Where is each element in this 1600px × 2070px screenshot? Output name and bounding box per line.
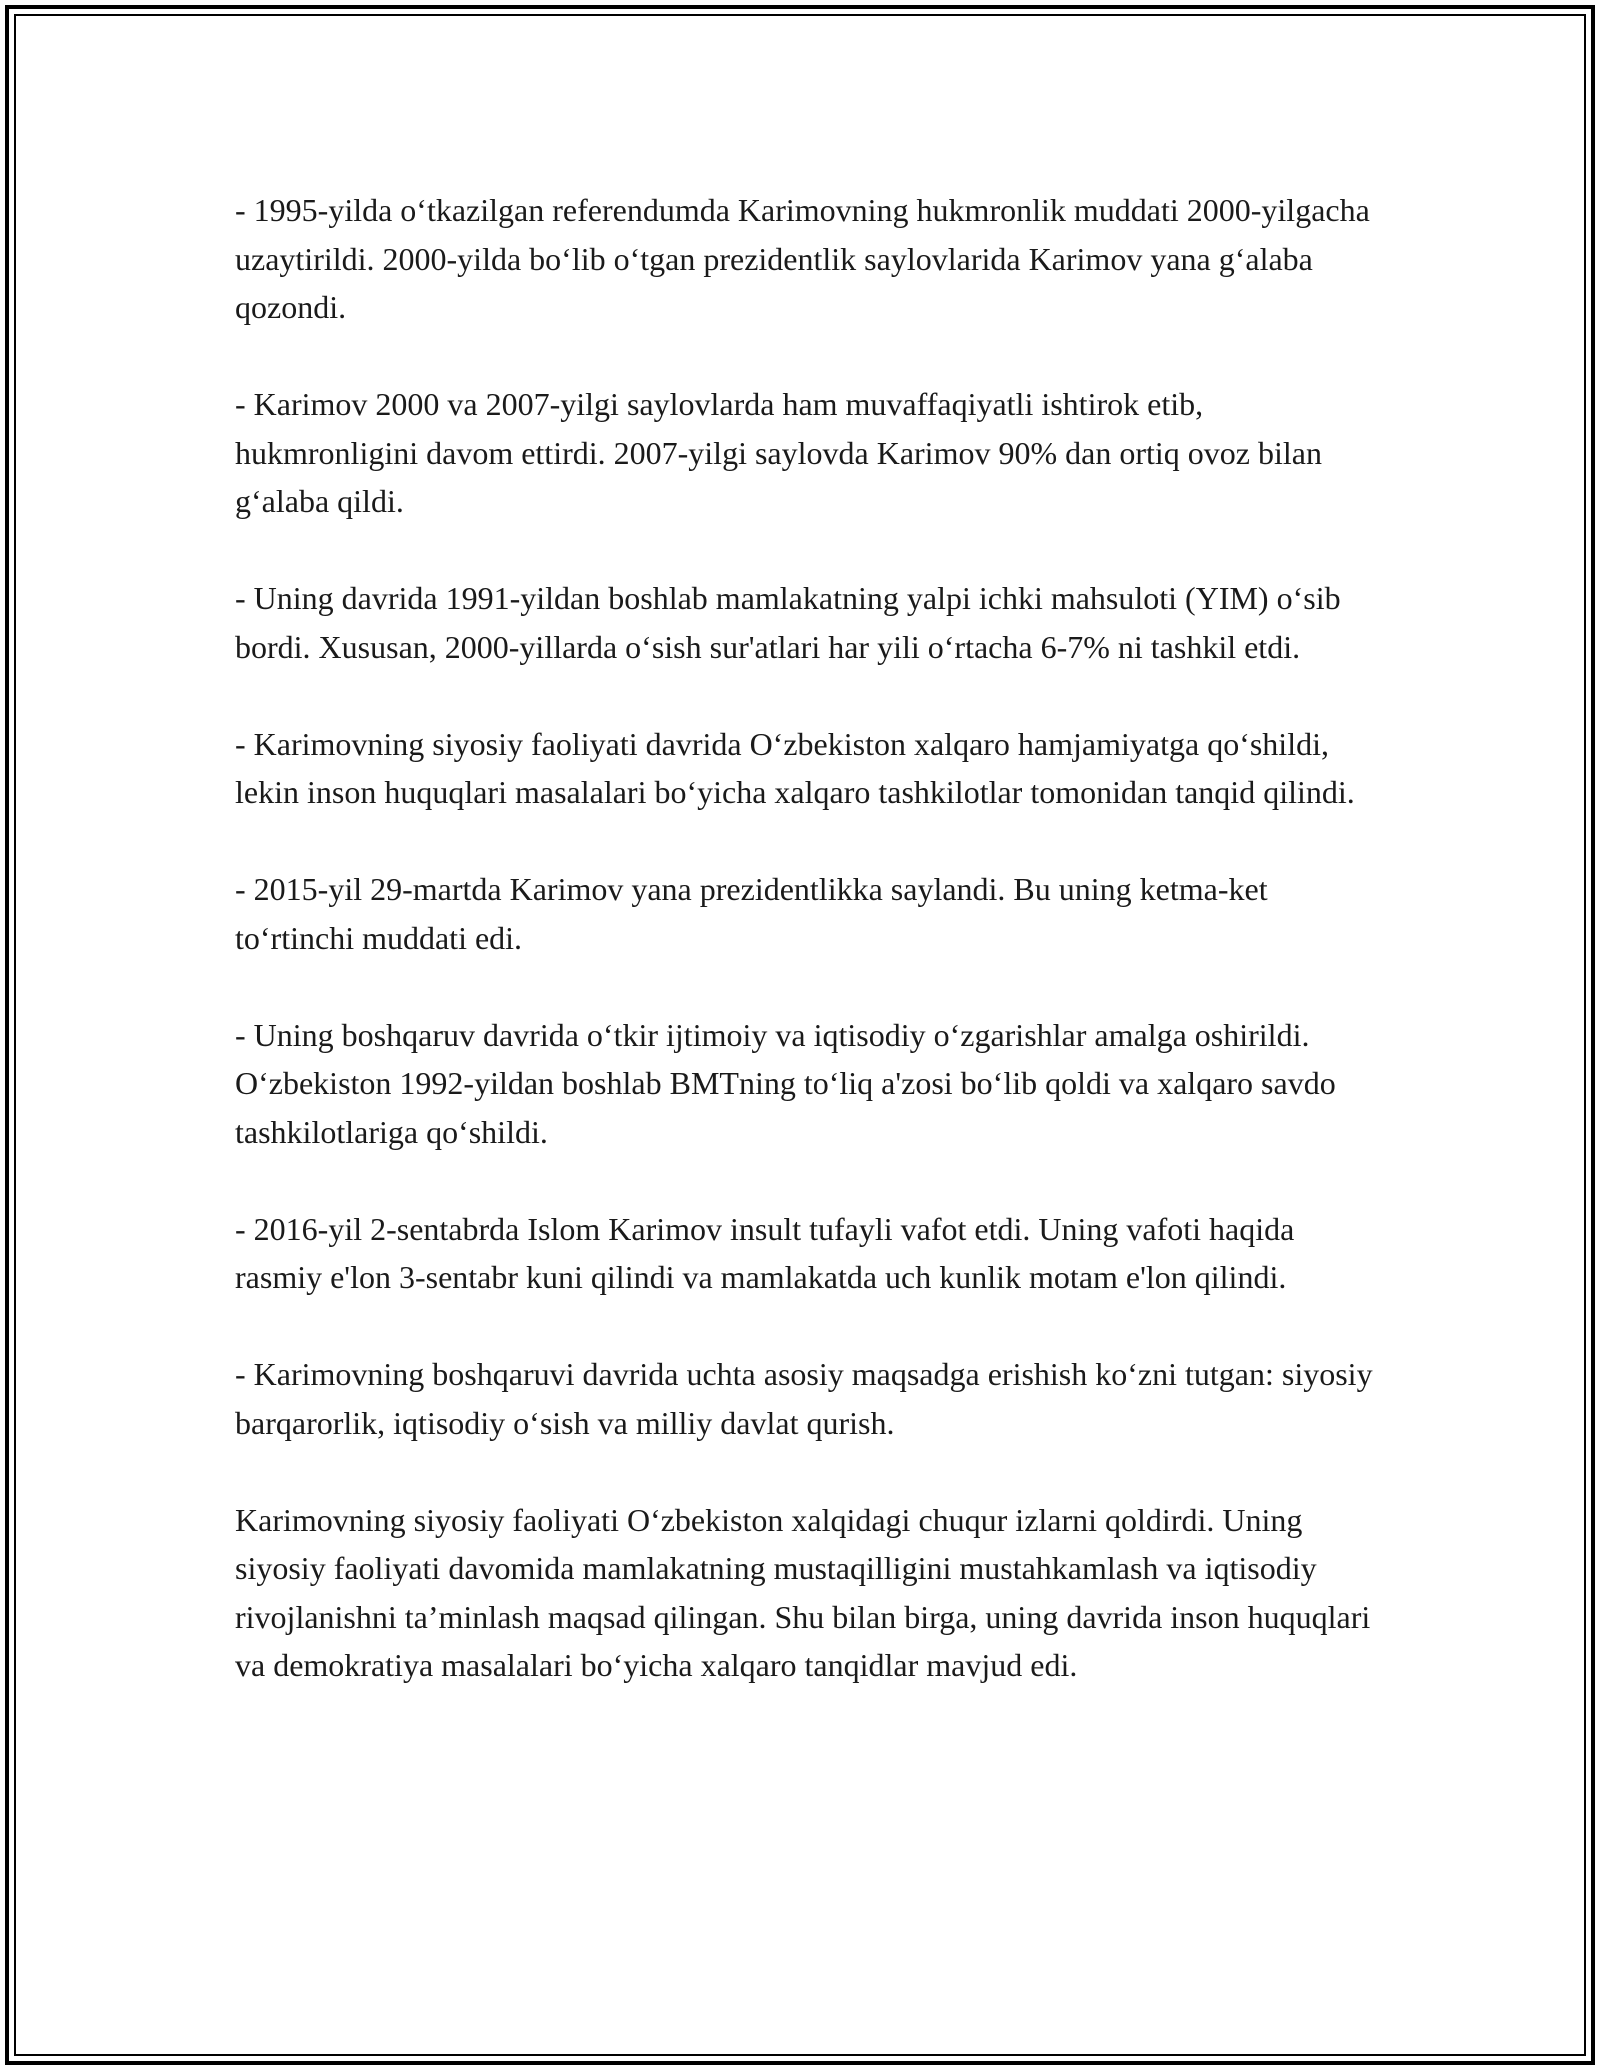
paragraph-referendum-1995: - 1995-yilda o‘tkazilgan referendumda Karimovning hukmronlik muddati 2000-yilgacha uzaytirildi. 2000-yilda bo‘lib o‘tgan prezidentlik saylovlarida Karimov yana g‘alaba qozondi.: [235, 192, 1370, 325]
paragraph-gdp-growth: - Uning davrida 1991-yildan boshlab mamlakatning yalpi ichki mahsuloti (YIM) o‘sib bordi. Xususan, 2000-yillarda o‘sish sur'atlari har yili o‘rtacha 6-7% ni tashkil etdi.: [235, 580, 1341, 665]
paragraph-reforms-un: - Uning boshqaruv davrida o‘tkir ijtimoiy va iqtisodiy o‘zgarishlar amalga oshirildi. O‘zbekiston 1992-yildan boshlab BMTning to‘liq a'zosi bo‘lib qoldi va xalqaro savdo tashkilotlariga qo‘shildi.: [235, 1016, 1336, 1150]
paragraph-elections-2000-2007: - Karimov 2000 va 2007-yilgi saylovlarda ham muvaffaqiyatli ishtirok etib, hukmronligini davom ettirdi. 2007-yilgi saylovda Karimov 90% dan ortiq ovoz bilan g‘alaba qildi.: [235, 386, 1322, 519]
paragraph-three-goals: - Karimovning boshqaruvi davrida uchta asosiy maqsadga erishish ko‘zni tutgan: siyosiy barqarorlik, iqtisodiy o‘sish va milliy davlat qurish.: [235, 1356, 1373, 1441]
paragraph-international-community: - Karimovning siyosiy faoliyati davrida O‘zbekiston xalqaro hamjamiyatga qo‘shildi, lekin inson huquqlari masalalari bo‘yicha xalqaro tashkilotlar tomonidan tanqid qilindi.: [235, 725, 1355, 810]
paragraph-election-2015: - 2015-yil 29-martda Karimov yana prezidentlikka saylandi. Bu uning ketma-ket to‘rtinchi muddati edi.: [235, 871, 1268, 956]
paragraph-conclusion: Karimovning siyosiy faoliyati O‘zbekiston xalqidagi chuqur izlarni qoldirdi. Uning siyosiy faoliyati davomida mamlakatning mustaqilligini mustahkamlash va iqtisodiy rivojlanishni ta’minlash maqsad qilingan. Shu bilan birga, uning davrida inson huquqlari va demokratiya masalalari bo‘yicha xalqaro tanqidlar mavjud edi.: [235, 1501, 1371, 1683]
document-body: [235, 186, 1375, 1738]
paragraph-death-2016: - 2016-yil 2-sentabrda Islom Karimov insult tufayli vafot etdi. Uning vafoti haqida rasmiy e'lon 3-sentabr kuni qilindi va mamlakatda uch kunlik motam e'lon qilindi.: [235, 1210, 1295, 1295]
